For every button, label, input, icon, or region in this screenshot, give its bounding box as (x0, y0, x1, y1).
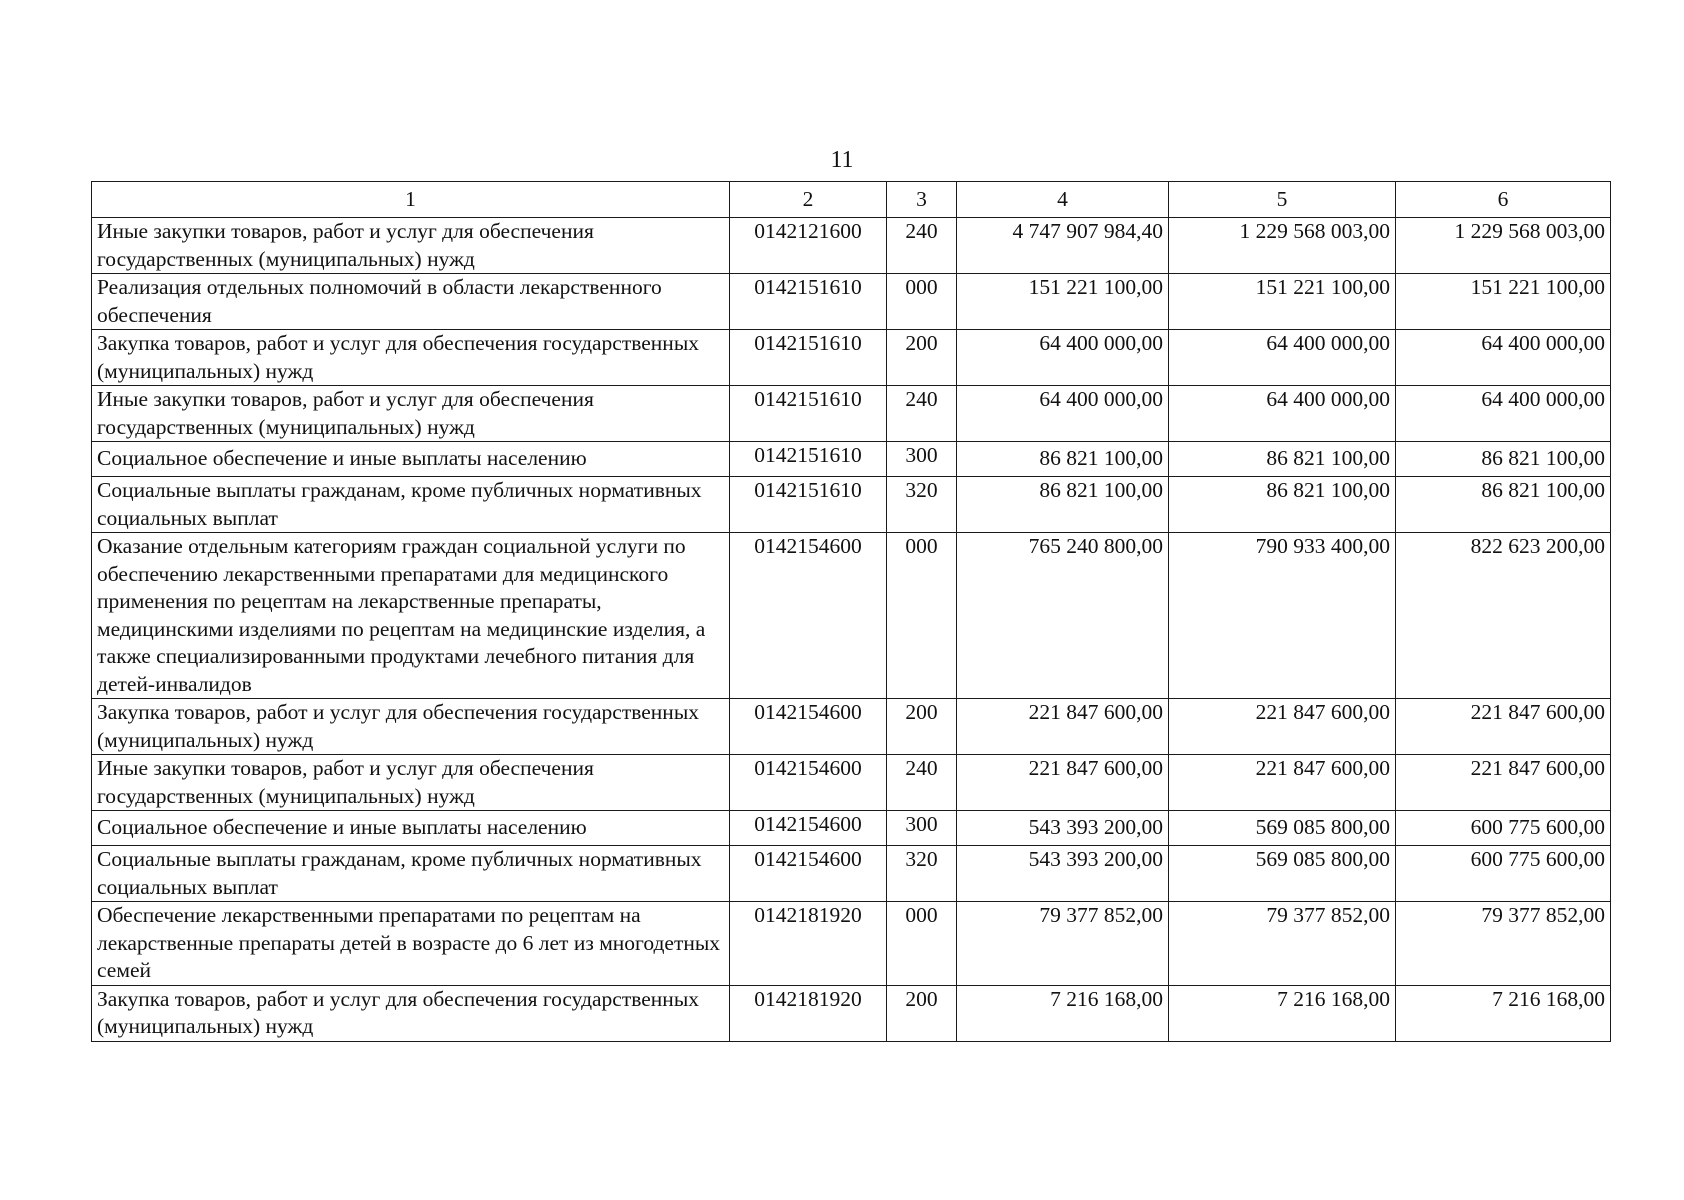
row-value-6: 600 775 600,00 (1396, 846, 1611, 902)
row-code: 0142151610 (730, 330, 887, 386)
row-value-5: 86 821 100,00 (1169, 442, 1396, 477)
row-vr: 320 (887, 846, 957, 902)
row-name: Обеспечение лекарственными препаратами по рецептам на лекарственные препараты детей в возрасте до 6 лет из многодетных семей (92, 902, 730, 986)
row-value-5: 1 229 568 003,00 (1169, 218, 1396, 274)
row-code: 0142154600 (730, 846, 887, 902)
row-vr: 240 (887, 386, 957, 442)
row-value-5: 86 821 100,00 (1169, 477, 1396, 533)
header-col-3: 3 (887, 182, 957, 218)
row-code: 0142154600 (730, 699, 887, 755)
header-row (92, 182, 1611, 218)
row-name: Иные закупки товаров, работ и услуг для обеспечения государственных (муниципальных) нужд (92, 386, 730, 442)
row-value-5: 221 847 600,00 (1169, 755, 1396, 811)
row-name: Закупка товаров, работ и услуг для обеспечения государственных (муниципальных) нужд (92, 330, 730, 386)
row-vr: 240 (887, 755, 957, 811)
row-value-4: 221 847 600,00 (957, 755, 1169, 811)
row-vr: 000 (887, 902, 957, 986)
table-row (92, 218, 1611, 274)
row-value-6: 64 400 000,00 (1396, 386, 1611, 442)
row-value-4: 221 847 600,00 (957, 699, 1169, 755)
table-row (92, 330, 1611, 386)
row-value-5: 64 400 000,00 (1169, 330, 1396, 386)
row-vr: 240 (887, 218, 957, 274)
row-value-5: 790 933 400,00 (1169, 533, 1396, 699)
row-value-4: 543 393 200,00 (957, 811, 1169, 846)
row-value-6: 1 229 568 003,00 (1396, 218, 1611, 274)
row-vr: 300 (887, 811, 957, 846)
row-name: Социальное обеспечение и иные выплаты населению (92, 811, 730, 846)
row-value-6: 600 775 600,00 (1396, 811, 1611, 846)
row-value-6: 86 821 100,00 (1396, 477, 1611, 533)
row-vr: 320 (887, 477, 957, 533)
row-value-6: 64 400 000,00 (1396, 330, 1611, 386)
row-vr: 000 (887, 274, 957, 330)
row-vr: 000 (887, 533, 957, 699)
row-code: 0142151610 (730, 477, 887, 533)
row-value-5: 64 400 000,00 (1169, 386, 1396, 442)
table-row (92, 811, 1611, 846)
row-code: 0142154600 (730, 811, 887, 846)
row-code: 0142121600 (730, 218, 887, 274)
budget-table (91, 181, 1611, 1042)
row-value-6: 151 221 100,00 (1396, 274, 1611, 330)
row-value-6: 7 216 168,00 (1396, 985, 1611, 1041)
row-code: 0142151610 (730, 442, 887, 477)
table-row (92, 846, 1611, 902)
row-value-5: 79 377 852,00 (1169, 902, 1396, 986)
row-value-4: 7 216 168,00 (957, 985, 1169, 1041)
row-name: Оказание отдельным категориям граждан социальной услуги по обеспечению лекарственными препаратами для медицинского применения по рецептам на лекарственные препараты, медицинскими изделиями по рецептам на медицинские изделия, а также специализированными продуктами лечебного питания для детей-инвалидов (92, 533, 730, 699)
row-value-5: 569 085 800,00 (1169, 846, 1396, 902)
row-name: Социальное обеспечение и иные выплаты населению (92, 442, 730, 477)
row-value-4: 151 221 100,00 (957, 274, 1169, 330)
row-vr: 200 (887, 699, 957, 755)
header-col-2: 2 (730, 182, 887, 218)
row-code: 0142154600 (730, 533, 887, 699)
row-code: 0142181920 (730, 985, 887, 1041)
row-value-4: 4 747 907 984,40 (957, 218, 1169, 274)
table-row (92, 985, 1611, 1041)
row-vr: 300 (887, 442, 957, 477)
row-code: 0142181920 (730, 902, 887, 986)
row-value-5: 151 221 100,00 (1169, 274, 1396, 330)
header-col-1: 1 (92, 182, 730, 218)
header-col-5: 5 (1169, 182, 1396, 218)
row-value-5: 569 085 800,00 (1169, 811, 1396, 846)
table-row (92, 902, 1611, 986)
row-value-4: 86 821 100,00 (957, 442, 1169, 477)
row-name: Реализация отдельных полномочий в области лекарственного обеспечения (92, 274, 730, 330)
row-value-6: 86 821 100,00 (1396, 442, 1611, 477)
table-row (92, 274, 1611, 330)
page-number: 11 (830, 147, 854, 173)
row-name: Иные закупки товаров, работ и услуг для обеспечения государственных (муниципальных) нужд (92, 755, 730, 811)
row-vr: 200 (887, 330, 957, 386)
row-value-4: 64 400 000,00 (957, 386, 1169, 442)
table-row (92, 755, 1611, 811)
row-name: Социальные выплаты гражданам, кроме публичных нормативных социальных выплат (92, 477, 730, 533)
row-value-4: 79 377 852,00 (957, 902, 1169, 986)
table-row (92, 477, 1611, 533)
table-row (92, 442, 1611, 477)
row-name: Закупка товаров, работ и услуг для обеспечения государственных (муниципальных) нужд (92, 985, 730, 1041)
table-row (92, 386, 1611, 442)
row-value-6: 822 623 200,00 (1396, 533, 1611, 699)
row-value-5: 221 847 600,00 (1169, 699, 1396, 755)
row-code: 0142151610 (730, 274, 887, 330)
row-name: Социальные выплаты гражданам, кроме публичных нормативных социальных выплат (92, 846, 730, 902)
header-col-6: 6 (1396, 182, 1611, 218)
table-row (92, 533, 1611, 699)
row-value-4: 765 240 800,00 (957, 533, 1169, 699)
row-name: Иные закупки товаров, работ и услуг для обеспечения государственных (муниципальных) нужд (92, 218, 730, 274)
row-value-6: 221 847 600,00 (1396, 699, 1611, 755)
row-code: 0142154600 (730, 755, 887, 811)
row-value-4: 86 821 100,00 (957, 477, 1169, 533)
row-vr: 200 (887, 985, 957, 1041)
header-col-4: 4 (957, 182, 1169, 218)
row-value-4: 64 400 000,00 (957, 330, 1169, 386)
table-row (92, 699, 1611, 755)
row-code: 0142151610 (730, 386, 887, 442)
row-value-6: 79 377 852,00 (1396, 902, 1611, 986)
row-value-6: 221 847 600,00 (1396, 755, 1611, 811)
row-value-4: 543 393 200,00 (957, 846, 1169, 902)
row-name: Закупка товаров, работ и услуг для обеспечения государственных (муниципальных) нужд (92, 699, 730, 755)
row-value-5: 7 216 168,00 (1169, 985, 1396, 1041)
